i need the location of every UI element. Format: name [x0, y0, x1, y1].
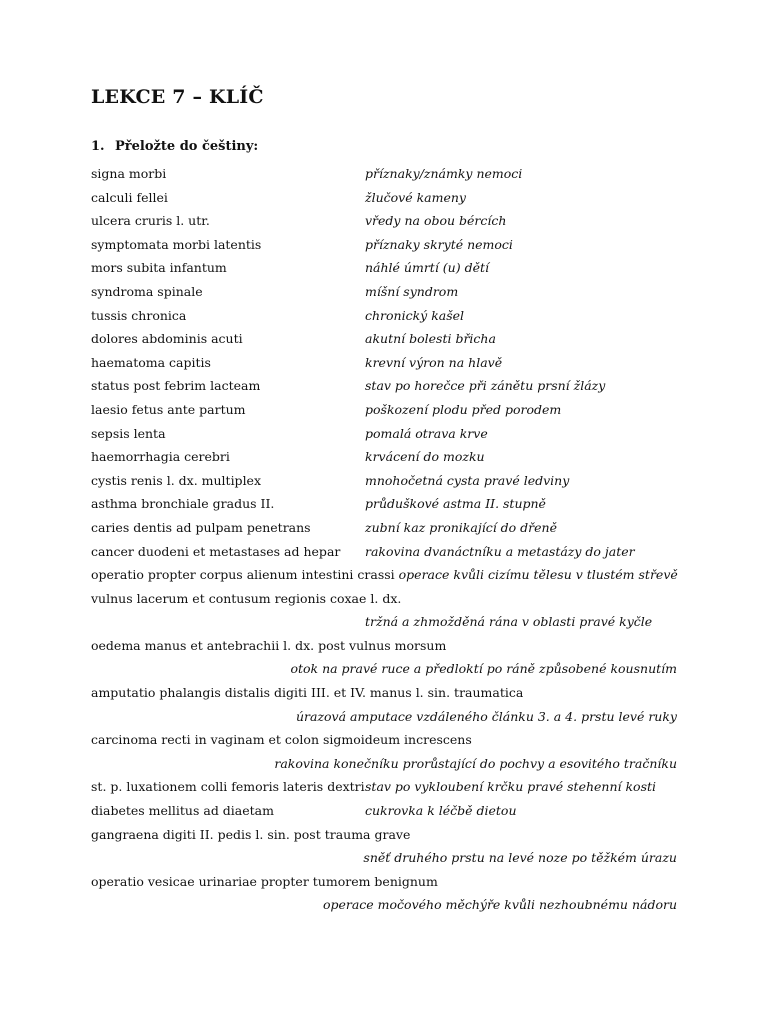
translation-row	[91, 681, 681, 705]
page-title: LEKCE 7 – KLÍČ	[91, 86, 264, 108]
translation-row	[91, 398, 681, 422]
latin-term: gangraena digiti II. pedis l. sin. post trauma grave	[91, 826, 411, 842]
czech-translation: rakovina dvanáctníku a metastázy do jater	[365, 543, 635, 559]
translation-row	[91, 846, 681, 870]
translation-row	[91, 870, 681, 894]
latin-term: oedema manus et antebrachii l. dx. post vulnus morsum	[91, 637, 447, 653]
latin-term: operatio propter corpus alienum intestini crassi	[91, 567, 395, 583]
latin-term: status post febrim lacteam	[91, 378, 261, 394]
czech-translation: rakovina konečníku prorůstající do pochvy a esovitého tračníku	[274, 755, 677, 771]
latin-term: mors subita infantum	[91, 260, 227, 276]
czech-translation: operace kvůli cizímu tělesu v tlustém střevě	[398, 567, 678, 583]
translation-row	[91, 233, 681, 257]
czech-translation: tržná a zhmožděná rána v oblasti pravé kyčle	[365, 614, 653, 630]
translation-row	[91, 705, 681, 729]
latin-term: diabetes mellitus ad diaetam	[91, 803, 274, 819]
latin-term: vulnus lacerum et contusum regionis coxae l. dx.	[91, 590, 402, 606]
translation-row	[91, 752, 681, 776]
czech-translation: zubní kaz pronikající do dřeně	[365, 519, 557, 535]
czech-translation: mnohočetná cysta pravé ledviny	[365, 472, 570, 488]
section-number: 1.	[91, 139, 105, 154]
latin-term: laesio fetus ante partum	[91, 401, 246, 417]
czech-translation: otok na pravé ruce a předloktí po ráně způsobené kousnutím	[290, 661, 677, 677]
translation-list	[91, 162, 681, 917]
czech-translation: sněť druhého prstu na levé noze po těžkém úrazu	[363, 850, 677, 866]
czech-translation: krvácení do mozku	[365, 449, 485, 465]
latin-term: calculi fellei	[91, 189, 168, 205]
czech-translation: náhlé úmrtí (u) dětí	[365, 260, 489, 276]
czech-translation: úrazová amputace vzdáleného článku 3. a 4. prstu levé ruky	[295, 708, 677, 724]
czech-translation: vředy na obou bércích	[365, 213, 507, 229]
translation-row	[91, 186, 681, 210]
translation-row	[91, 540, 681, 564]
latin-term: dolores abdominis acuti	[91, 331, 243, 347]
translation-row	[91, 280, 681, 304]
translation-row	[91, 304, 681, 328]
translation-row	[91, 351, 681, 375]
latin-term: syndroma spinale	[91, 283, 203, 299]
latin-term: carcinoma recti in vaginam et colon sigmoideum increscens	[91, 732, 472, 748]
latin-term: asthma bronchiale gradus II.	[91, 496, 275, 512]
czech-translation: akutní bolesti břicha	[365, 331, 496, 347]
section-heading	[91, 139, 258, 154]
czech-translation: příznaky skryté nemoci	[365, 236, 513, 252]
latin-term: tussis chronica	[91, 307, 187, 323]
czech-translation: cukrovka k léčbě dietou	[365, 803, 517, 819]
czech-translation: poškození plodu před porodem	[365, 401, 562, 417]
translation-row	[91, 799, 681, 823]
translation-row	[91, 256, 681, 280]
latin-term: haemorrhagia cerebri	[91, 449, 230, 465]
translation-row	[91, 374, 681, 398]
translation-row	[91, 492, 681, 516]
czech-translation: příznaky/známky nemoci	[365, 166, 523, 181]
latin-term: amputatio phalangis distalis digiti III. et IV. manus l. sin. traumatica	[91, 685, 524, 701]
translation-row	[91, 422, 681, 446]
czech-translation: chronický kašel	[365, 307, 465, 323]
section-heading-text: Přeložte do češtiny:	[115, 139, 259, 154]
czech-translation: stav po vykloubení krčku pravé stehenní kosti	[365, 779, 657, 795]
latin-term: ulcera cruris l. utr.	[91, 213, 210, 229]
translation-row	[91, 587, 681, 611]
latin-term: symptomata morbi latentis	[91, 236, 262, 252]
czech-translation: krevní výron na hlavě	[365, 354, 503, 370]
latin-term: cancer duodeni et metastases ad hepar	[91, 543, 341, 559]
translation-row	[91, 657, 681, 681]
translation-row	[91, 209, 681, 233]
translation-row	[91, 445, 681, 469]
translation-row	[91, 893, 681, 917]
latin-term: caries dentis ad pulpam penetrans	[91, 519, 311, 535]
latin-term: haematoma capitis	[91, 354, 211, 370]
translation-row	[91, 162, 681, 186]
translation-row	[91, 327, 681, 351]
translation-row	[91, 634, 681, 658]
translation-row	[91, 728, 681, 752]
czech-translation: průduškové astma II. stupně	[365, 496, 546, 512]
latin-term: signa morbi	[91, 166, 167, 181]
translation-row	[91, 823, 681, 847]
czech-translation: míšní syndrom	[365, 283, 459, 299]
czech-translation: stav po horečce při zánětu prsní žlázy	[365, 378, 606, 394]
translation-row	[91, 563, 681, 587]
latin-term: cystis renis l. dx. multiplex	[91, 472, 262, 488]
latin-term: sepsis lenta	[91, 425, 166, 441]
translation-row	[91, 516, 681, 540]
czech-translation: pomalá otrava krve	[365, 425, 488, 441]
latin-term: st. p. luxationem colli femoris lateris dextri	[91, 779, 365, 795]
latin-term: operatio vesicae urinariae propter tumorem benignum	[91, 873, 438, 889]
translation-row	[91, 775, 681, 799]
translation-row	[91, 610, 681, 634]
czech-translation: operace močového měchýře kvůli nezhoubnému nádoru	[322, 897, 677, 913]
translation-row	[91, 469, 681, 493]
czech-translation: žlučové kameny	[365, 189, 466, 205]
